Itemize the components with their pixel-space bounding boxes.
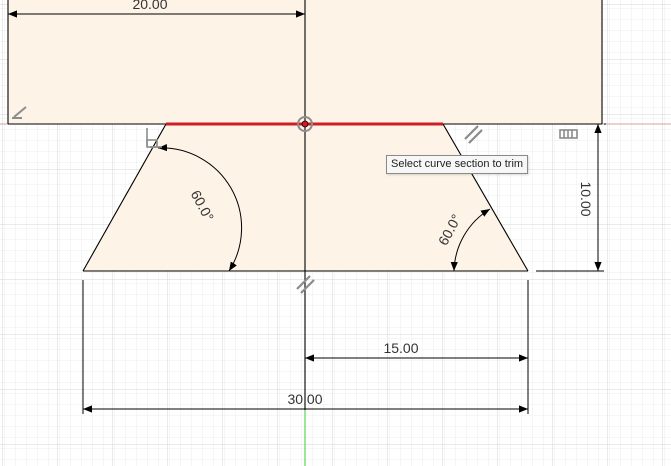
dimension-angle-left-value: 60.0° (187, 187, 218, 224)
dimension-half-bottom-value: 15.00 (383, 340, 419, 356)
dimension-top-width-value: 20.00 (132, 0, 168, 12)
dimension-height-value: 10.00 (578, 181, 594, 217)
dimension-bottom-width-value: 30.00 (287, 391, 323, 407)
trim-tooltip: Select curve section to trim (386, 155, 528, 174)
dimension-angle-right-value: 60.0° (434, 211, 465, 248)
